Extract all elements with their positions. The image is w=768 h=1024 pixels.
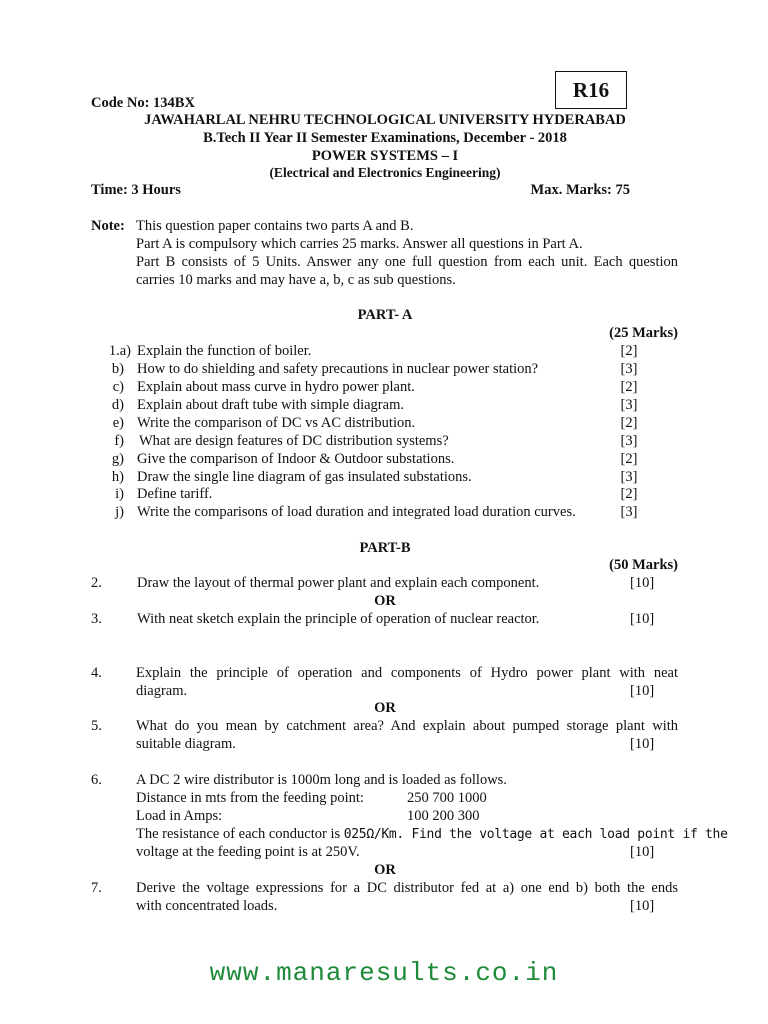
university-name: JAWAHARLAL NEHRU TECHNOLOGICAL UNIVERSITY HYDERABAD [144, 112, 626, 128]
resistance-value-text: 025Ω/Km. Find the voltage at each load point if the [343, 827, 728, 842]
question-number: 1.a) [108, 343, 131, 359]
question-text: Explain about mass curve in hydro power plant. [137, 379, 415, 395]
question-marks: [10] [630, 736, 655, 752]
part-b-title: PART-B [359, 540, 411, 556]
question-text: Draw the single line diagram of gas insulated substations. [137, 469, 472, 485]
question-marks: [3] [620, 504, 638, 520]
question-marks: [2] [620, 486, 638, 502]
question-text: Explain the principle of operation and components of Hydro power plant with neat [136, 665, 678, 681]
question-marks: [10] [630, 844, 655, 860]
question-marks: [3] [620, 469, 638, 485]
note-line: This question paper contains two parts A and B. [136, 218, 414, 234]
question-marks: [10] [630, 575, 655, 591]
subject-title: POWER SYSTEMS – I [311, 148, 459, 164]
distance-values: 250 700 1000 [407, 790, 487, 806]
distance-label: Distance in mts from the feeding point: [136, 790, 364, 806]
question-text: Write the comparison of DC vs AC distribution. [137, 415, 416, 431]
question-marks: [3] [620, 433, 638, 449]
question-text-continued [136, 825, 728, 844]
part-a-title: PART- A [357, 307, 413, 323]
question-number: i) [115, 486, 124, 502]
question-number: 5. [91, 718, 102, 734]
question-text-continued: diagram. [136, 683, 188, 699]
question-text: Draw the layout of thermal power plant and explain each component. [137, 575, 540, 591]
question-text: A DC 2 wire distributor is 1000m long and is loaded as follows. [136, 772, 507, 788]
note-line: carries 10 marks and may have a, b, c as sub questions. [136, 272, 456, 288]
question-marks: [10] [630, 898, 655, 914]
question-number: 6. [91, 772, 102, 788]
note-line: Part A is compulsory which carries 25 marks. Answer all questions in Part A. [136, 236, 583, 252]
question-text: Write the comparisons of load duration and integrated load duration curves. [137, 504, 576, 520]
part-a-marks: (25 Marks) [609, 325, 678, 341]
question-number: j) [115, 504, 124, 520]
regulation-box: R16 [555, 71, 627, 109]
note-label: Note: [91, 218, 125, 234]
question-marks: [3] [620, 397, 638, 413]
question-text-continued: voltage at the feeding point is at 250V. [136, 844, 360, 860]
question-marks: [2] [620, 343, 638, 359]
website-link[interactable]: www.manaresults.co.in [209, 958, 559, 988]
max-marks: Max. Marks: 75 [530, 182, 630, 198]
question-number: d) [111, 397, 124, 413]
question-text-continued: suitable diagram. [136, 736, 236, 752]
question-marks: [10] [630, 683, 655, 699]
code-number: Code No: 134BX [91, 95, 195, 111]
question-text: What do you mean by catchment area? And explain about pumped storage plant with [136, 718, 678, 734]
part-b-marks: (50 Marks) [609, 557, 678, 573]
or-separator: OR [374, 700, 396, 716]
load-values: 100 200 300 [407, 808, 480, 824]
question-text: Explain the function of boiler. [137, 343, 312, 359]
question-number: e) [112, 415, 124, 431]
note-line: Part B consists of 5 Units. Answer any one full question from each unit. Each question [136, 254, 678, 270]
question-number: 2. [91, 575, 102, 591]
or-separator: OR [374, 862, 396, 878]
question-text: Derive the voltage expressions for a DC distributor fed at a) one end b) both the ends [136, 880, 678, 896]
question-text: Explain about draft tube with simple diagram. [137, 397, 404, 413]
question-number: 7. [91, 880, 102, 896]
question-text: How to do shielding and safety precautions in nuclear power station? [137, 361, 539, 377]
question-text: Define tariff. [137, 486, 213, 502]
question-number: h) [111, 469, 124, 485]
question-number: g) [111, 451, 124, 467]
question-text: Give the comparison of Indoor & Outdoor substations. [137, 451, 455, 467]
question-marks: [10] [630, 611, 655, 627]
question-number: 3. [91, 611, 102, 627]
question-number: f) [114, 433, 124, 449]
load-label: Load in Amps: [136, 808, 223, 824]
question-number: b) [111, 361, 124, 377]
resistance-text: The resistance of each conductor is [136, 826, 344, 842]
exam-time: Time: 3 Hours [91, 182, 181, 198]
question-marks: [2] [620, 379, 638, 395]
question-marks: [3] [620, 361, 638, 377]
question-text: What are design features of DC distribution systems? [139, 433, 449, 449]
exam-title: B.Tech II Year II Semester Examinations, December - 2018 [203, 130, 567, 146]
question-text: With neat sketch explain the principle of operation of nuclear reactor. [137, 611, 540, 627]
question-number: 4. [91, 665, 102, 681]
or-separator: OR [374, 593, 396, 609]
branch-title: (Electrical and Electronics Engineering) [269, 165, 501, 180]
question-marks: [2] [620, 451, 638, 467]
question-marks: [2] [620, 415, 638, 431]
question-text-continued: with concentrated loads. [136, 898, 278, 914]
question-number: c) [112, 379, 124, 395]
